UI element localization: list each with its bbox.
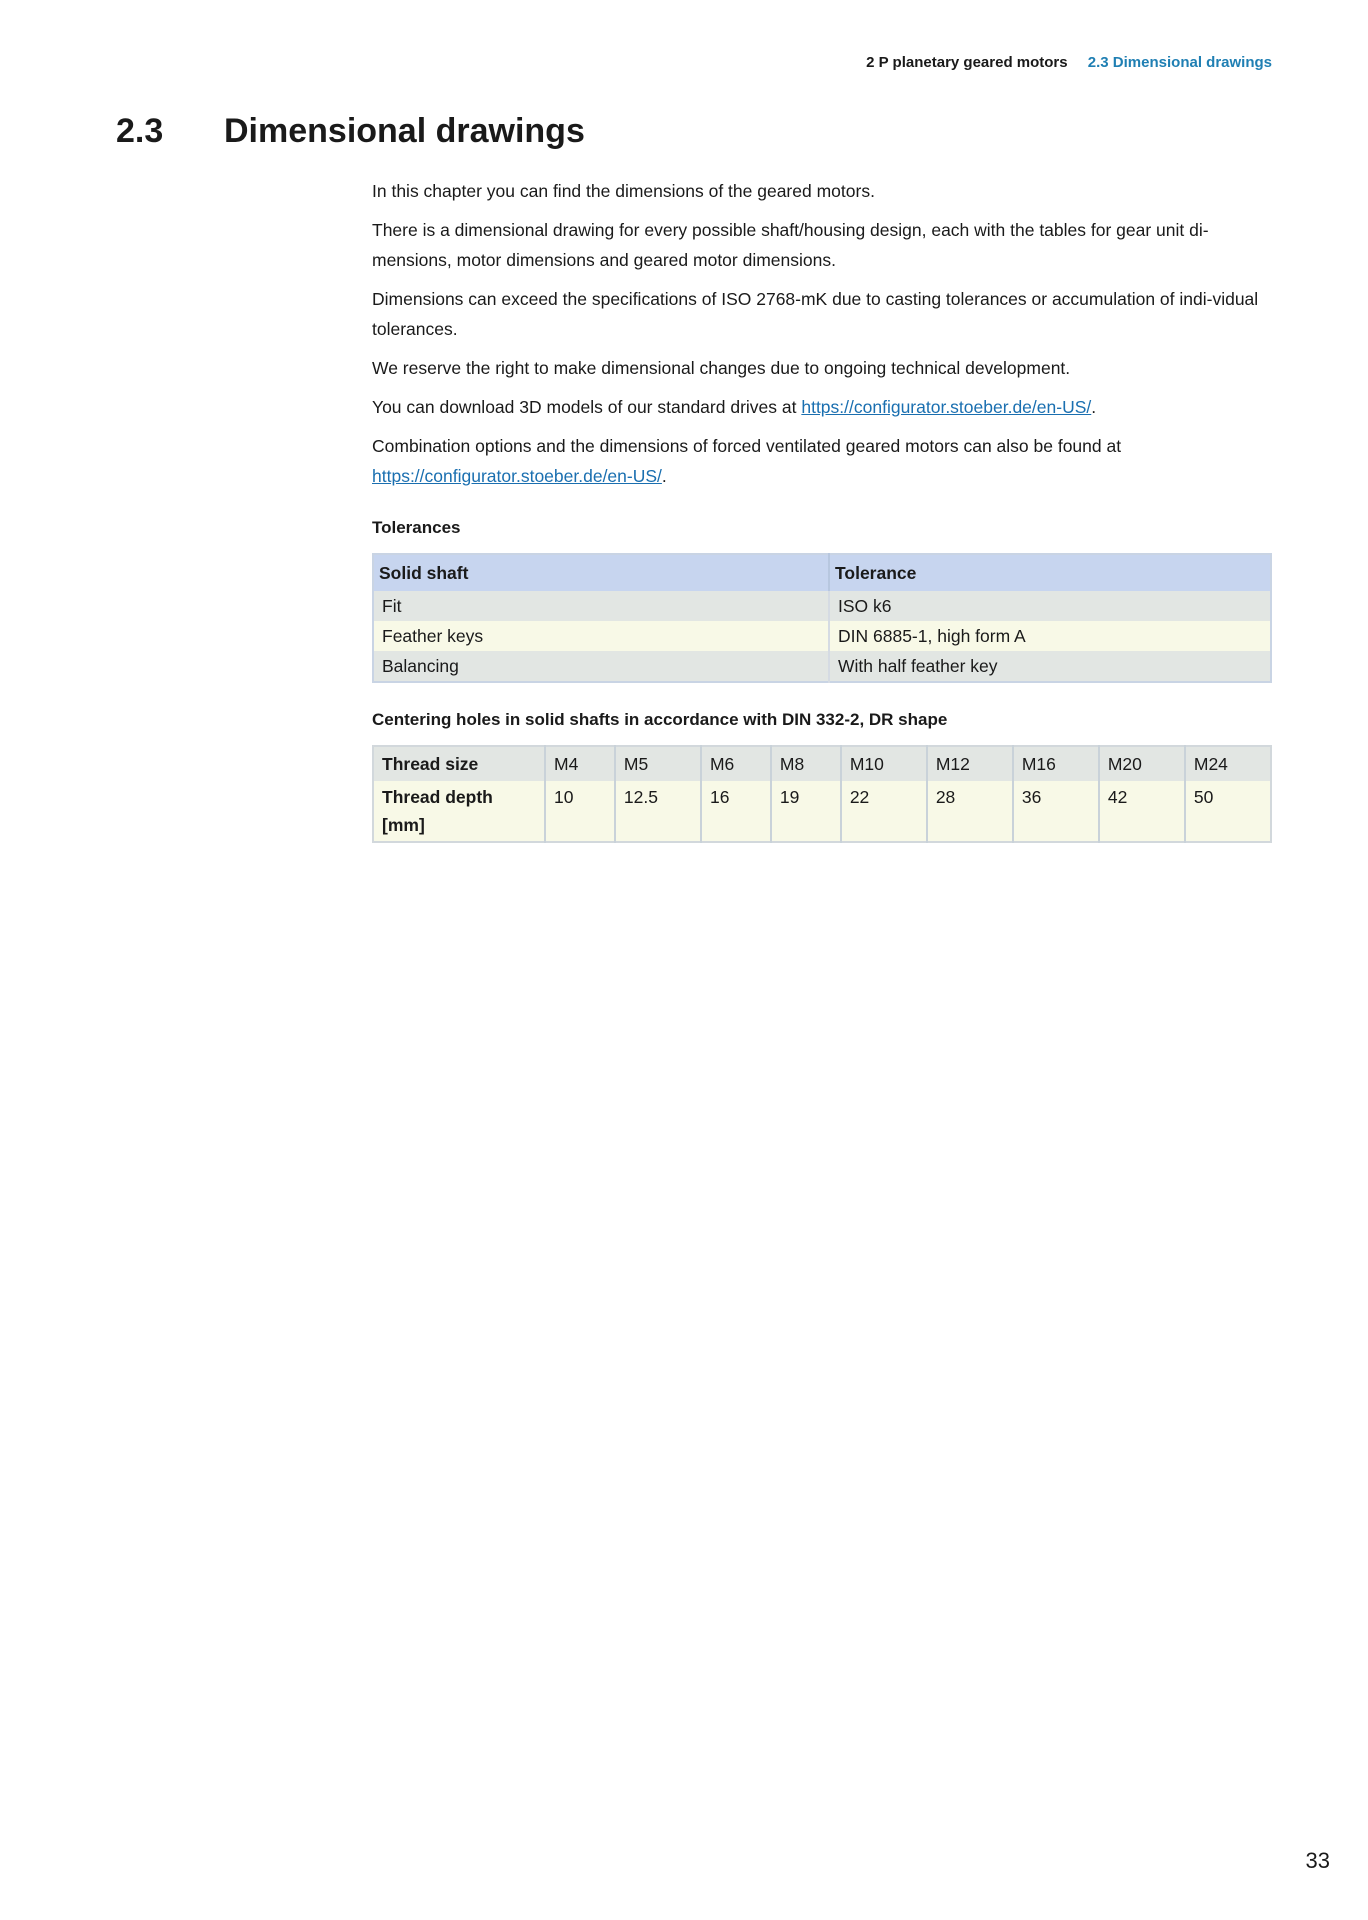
table-cell: ISO k6: [829, 591, 1271, 621]
table-cell: M16: [1013, 746, 1099, 781]
table-cell: M4: [545, 746, 615, 781]
table-cell: M24: [1185, 746, 1271, 781]
header-chapter: 2 P planetary geared motors: [866, 54, 1068, 71]
section-title: Dimensional drawings: [224, 112, 585, 150]
table-cell: 12.5: [615, 781, 701, 842]
centering-title: Centering holes in solid shafts in accordance with DIN 332-2, DR shape: [372, 710, 948, 729]
table-cell: M5: [615, 746, 701, 781]
paragraph-drawings: There is a dimensional drawing for every possible shaft/housing design, each with the tables for gear unit di-mensions, motor dimensions and geared motor dimensions.: [372, 220, 1209, 270]
row-label-thread-size: Thread size: [373, 746, 545, 781]
table-row: [373, 591, 1271, 621]
table-cell: 22: [841, 781, 927, 842]
table-cell: M10: [841, 746, 927, 781]
row-label-thread-depth: Thread depth [mm]: [373, 781, 545, 842]
table-cell: M20: [1099, 746, 1185, 781]
table-cell: 36: [1013, 781, 1099, 842]
column-header-tolerance: Tolerance: [829, 554, 1271, 591]
table-header-row: [373, 554, 1271, 591]
paragraph-intro: In this chapter you can find the dimensions of the geared motors.: [372, 181, 875, 201]
combination-text: Combination options and the dimensions of forced ventilated geared motors can also be found at: [372, 436, 1122, 456]
tolerances-title: Tolerances: [372, 518, 461, 537]
table-cell: DIN 6885-1, high form A: [829, 621, 1271, 651]
table-cell: 28: [927, 781, 1013, 842]
page-number: 33: [1305, 1848, 1330, 1873]
table-cell: With half feather key: [829, 651, 1271, 682]
header-section: 2.3 Dimensional drawings: [1087, 54, 1272, 71]
table-cell: 19: [771, 781, 841, 842]
table-cell: M8: [771, 746, 841, 781]
table-cell: Balancing: [373, 651, 829, 682]
configurator-link[interactable]: https://configurator.stoeber.de/en-US/: [801, 397, 1092, 417]
section-heading: [116, 112, 585, 151]
table-cell: M12: [927, 746, 1013, 781]
table-cell: 10: [545, 781, 615, 842]
table-row: [373, 621, 1271, 651]
paragraph-tolerances: Dimensions can exceed the specifications of ISO 2768-mK due to casting tolerances or accumulation of indi-vidual tolerances.: [372, 289, 1259, 339]
table-cell: 42: [1099, 781, 1185, 842]
table-row: [373, 746, 1271, 781]
tolerances-table: [372, 553, 1272, 683]
paragraph-combination: [372, 431, 1272, 491]
running-header: [866, 54, 1272, 71]
combination-end: .: [661, 466, 667, 486]
table-row: [373, 781, 1271, 842]
paragraph-download: [372, 392, 1272, 422]
table-cell: M6: [701, 746, 771, 781]
table-cell: 16: [701, 781, 771, 842]
column-header-solid-shaft: Solid shaft: [373, 554, 829, 591]
table-cell: Feather keys: [373, 621, 829, 651]
download-text: You can download 3D models of our standard drives at: [372, 397, 802, 417]
table-row: [373, 651, 1271, 682]
paragraph-changes: We reserve the right to make dimensional changes due to ongoing technical development.: [372, 358, 1071, 378]
section-number: 2.3: [116, 112, 164, 150]
table-cell: Fit: [373, 591, 829, 621]
configurator-link-2[interactable]: https://configurator.stoeber.de/en-US/: [372, 466, 662, 486]
centering-table: [372, 745, 1272, 843]
download-end: .: [1091, 397, 1097, 417]
table-cell: 50: [1185, 781, 1271, 842]
main-content: [372, 176, 1272, 843]
